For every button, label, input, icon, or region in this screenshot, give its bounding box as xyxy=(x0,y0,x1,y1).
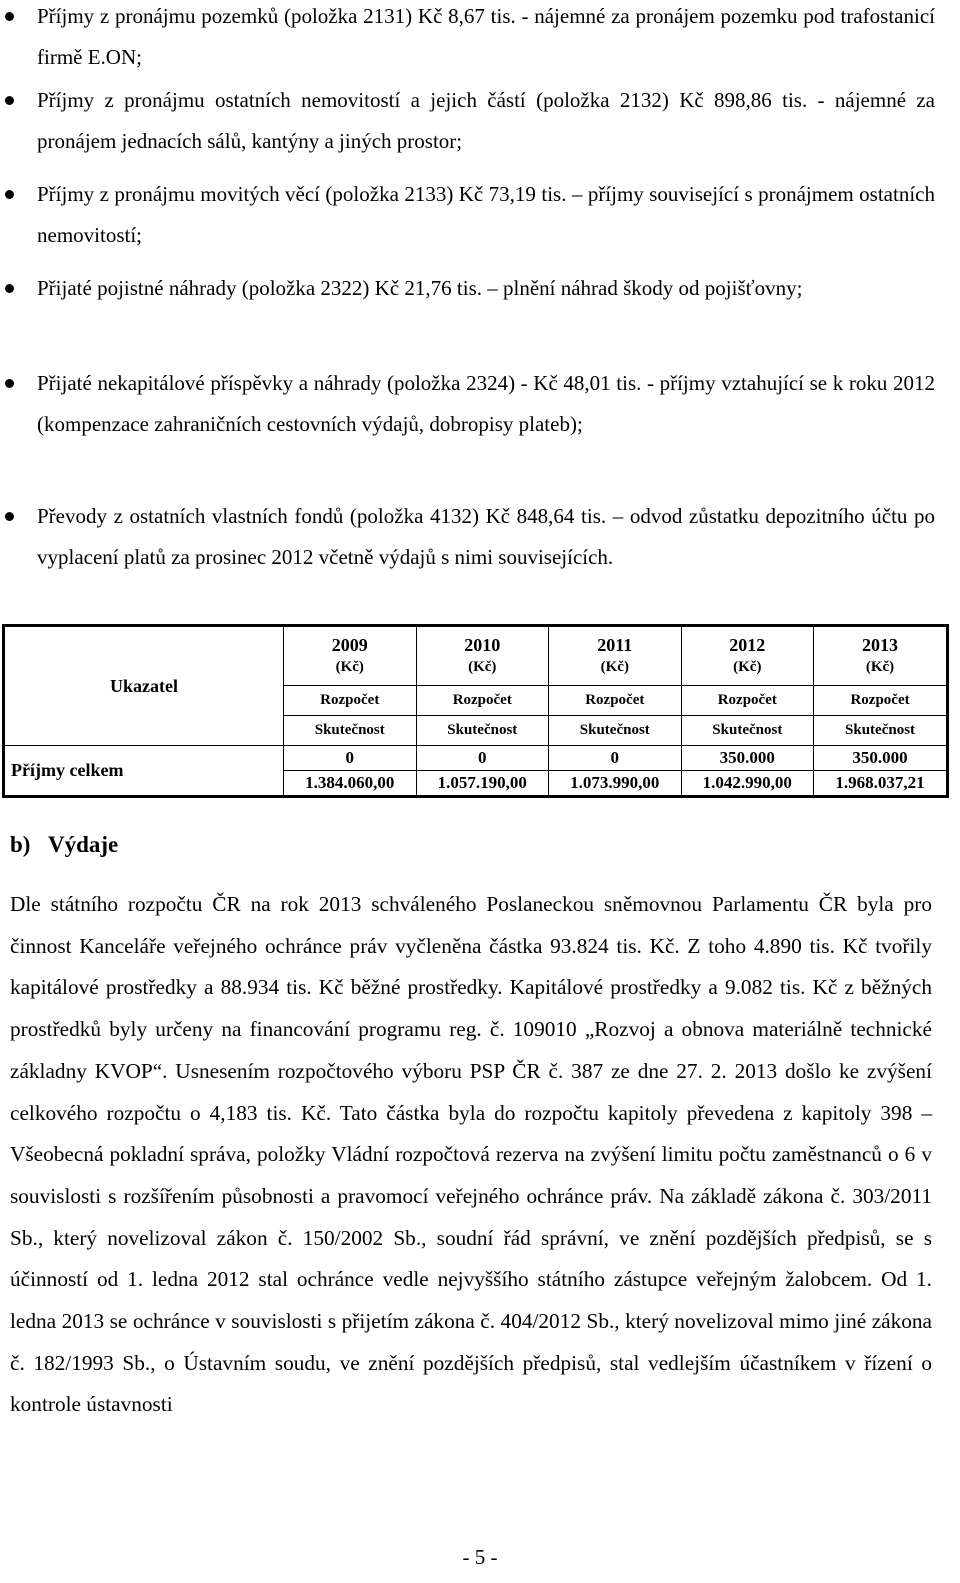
row-label: Příjmy celkem xyxy=(4,746,284,797)
table-header-label: Ukazatel xyxy=(4,626,284,746)
budget-header: Rozpočet xyxy=(814,686,948,716)
list-item-text: Přijaté nekapitálové příspěvky a náhrady (položka 2324) - Kč 48,01 tis. - příjmy vztahující se k roku 2012 (kompenzace zahraničních cestovních výdajů, dobropisy plateb); xyxy=(37,371,935,436)
bullet-icon xyxy=(5,512,14,521)
budget-header: Rozpočet xyxy=(284,686,417,716)
budget-value: 0 xyxy=(416,746,549,771)
bullet-icon xyxy=(5,379,14,388)
body-paragraph: Dle státního rozpočtu ČR na rok 2013 schváleného Poslaneckou sněmovnou Parlamentu ČR byla pro činnost Kanceláře veřejného ochránce práv vyčleněna částka 93.824 tis. Kč. Z toho 4.890 tis. Kč tvořily kapitálové prostředky a 88.934 tis. Kč běžné prostředky. Kapitálové prostředky a 9.082 tis. Kč z běžných prostředků byly určeny na financování programu reg. č. 109010 „Rozvoj a obnova materiálně technické základny KVOP“. Usnesením rozpočtového výboru PSP ČR č. 387 ze dne 27. 2. 2013 došlo ke zvýšení celkového rozpočtu o 4,183 tis. Kč. Tato částka byla do rozpočtu kapitoly převedena z kapitoly 398 – Všeobecná pokladní správa, položky Vládní rozpočtová rezerva na zvýšení limitu počtu zaměstnanců o 6 v souvislosti s rozšířením působnosti a pravomocí veřejného ochránce práv. Na základě zákona č. 303/2011 Sb., který novelizoval zákon č. 150/2002 Sb., soudní řád správní, ve znění pozdějších předpisů, se s účinností od 1. ledna 2012 stal ochránce vedle nejvyššího státního zástupce veřejným žalobcem. Od 1. ledna 2013 se ochránce v souvislosti s přijetím zákona č. 404/2012 Sb., který novelizoval mimo jiné zákona č. 182/1993 Sb., o Ústavním soudu, ve znění pozdějších předpisů, stal vedlejším účastníkem v řízení o kontrole ústavnosti xyxy=(10,892,932,1417)
bullet-icon xyxy=(5,12,14,21)
actual-value: 1.073.990,00 xyxy=(549,771,682,797)
year-header xyxy=(549,626,682,686)
budget-header: Rozpočet xyxy=(681,686,814,716)
budget-value: 350.000 xyxy=(814,746,948,771)
budget-value: 0 xyxy=(549,746,682,771)
bullet-icon xyxy=(5,96,14,105)
year-header xyxy=(284,626,417,686)
year-header xyxy=(416,626,549,686)
year-header xyxy=(681,626,814,686)
list-item xyxy=(0,496,935,578)
year-header xyxy=(814,626,948,686)
year-text: 2012 xyxy=(729,635,766,655)
list-item xyxy=(0,0,935,78)
currency-text: (Kč) xyxy=(600,659,629,675)
section-heading xyxy=(10,832,118,858)
year-text: 2013 xyxy=(862,635,899,655)
actual-value: 1.057.190,00 xyxy=(416,771,549,797)
currency-text: (Kč) xyxy=(865,659,895,675)
currency-text: (Kč) xyxy=(335,659,364,675)
actual-header: Skutečnost xyxy=(549,716,682,746)
list-item xyxy=(0,174,935,256)
actual-header: Skutečnost xyxy=(416,716,549,746)
currency-text: (Kč) xyxy=(468,659,497,675)
budget-value: 0 xyxy=(284,746,417,771)
currency-text: (Kč) xyxy=(733,659,762,675)
bullet-icon xyxy=(5,284,14,293)
bullet-icon xyxy=(5,190,14,199)
budget-header: Rozpočet xyxy=(416,686,549,716)
section-title: Výdaje xyxy=(48,832,119,857)
year-text: 2010 xyxy=(464,635,501,655)
budget-value: 350.000 xyxy=(681,746,814,771)
year-text: 2011 xyxy=(597,635,633,655)
list-item-text: Příjmy z pronájmu ostatních nemovitostí a jejich částí (položka 2132) Kč 898,86 tis. - nájemné za pronájem jednacích sálů, kantýny a jiných prostor; xyxy=(37,88,935,153)
actual-value: 1.968.037,21 xyxy=(814,771,948,797)
list-item xyxy=(0,80,935,162)
list-item-text: Přijaté pojistné náhrady (položka 2322) Kč 21,76 tis. – plnění náhrad škody od pojišťovny; xyxy=(37,276,803,300)
budget-header: Rozpočet xyxy=(549,686,682,716)
actual-value: 1.042.990,00 xyxy=(681,771,814,797)
actual-header: Skutečnost xyxy=(284,716,417,746)
actual-value: 1.384.060,00 xyxy=(284,771,417,797)
year-text: 2009 xyxy=(331,635,368,655)
list-item xyxy=(0,268,935,309)
actual-header: Skutečnost xyxy=(681,716,814,746)
page-number: - 5 - xyxy=(462,1545,498,1569)
actual-header: Skutečnost xyxy=(814,716,948,746)
list-item-text: Převody z ostatních vlastních fondů (položka 4132) Kč 848,64 tis. – odvod zůstatku depozitního účtu po vyplacení platů za prosinec 2012 včetně výdajů s nimi souvisejících. xyxy=(37,504,935,569)
revenue-table xyxy=(2,624,949,798)
list-item xyxy=(0,363,935,445)
list-item-text: Příjmy z pronájmu movitých věcí (položka 2133) Kč 73,19 tis. – příjmy související s pronájmem ostatních nemovitostí; xyxy=(37,182,935,247)
section-letter: b) xyxy=(10,832,31,857)
list-item-text: Příjmy z pronájmu pozemků (položka 2131) Kč 8,67 tis. - nájemné za pronájem pozemku pod trafostanicí firmě E.ON; xyxy=(37,4,935,69)
